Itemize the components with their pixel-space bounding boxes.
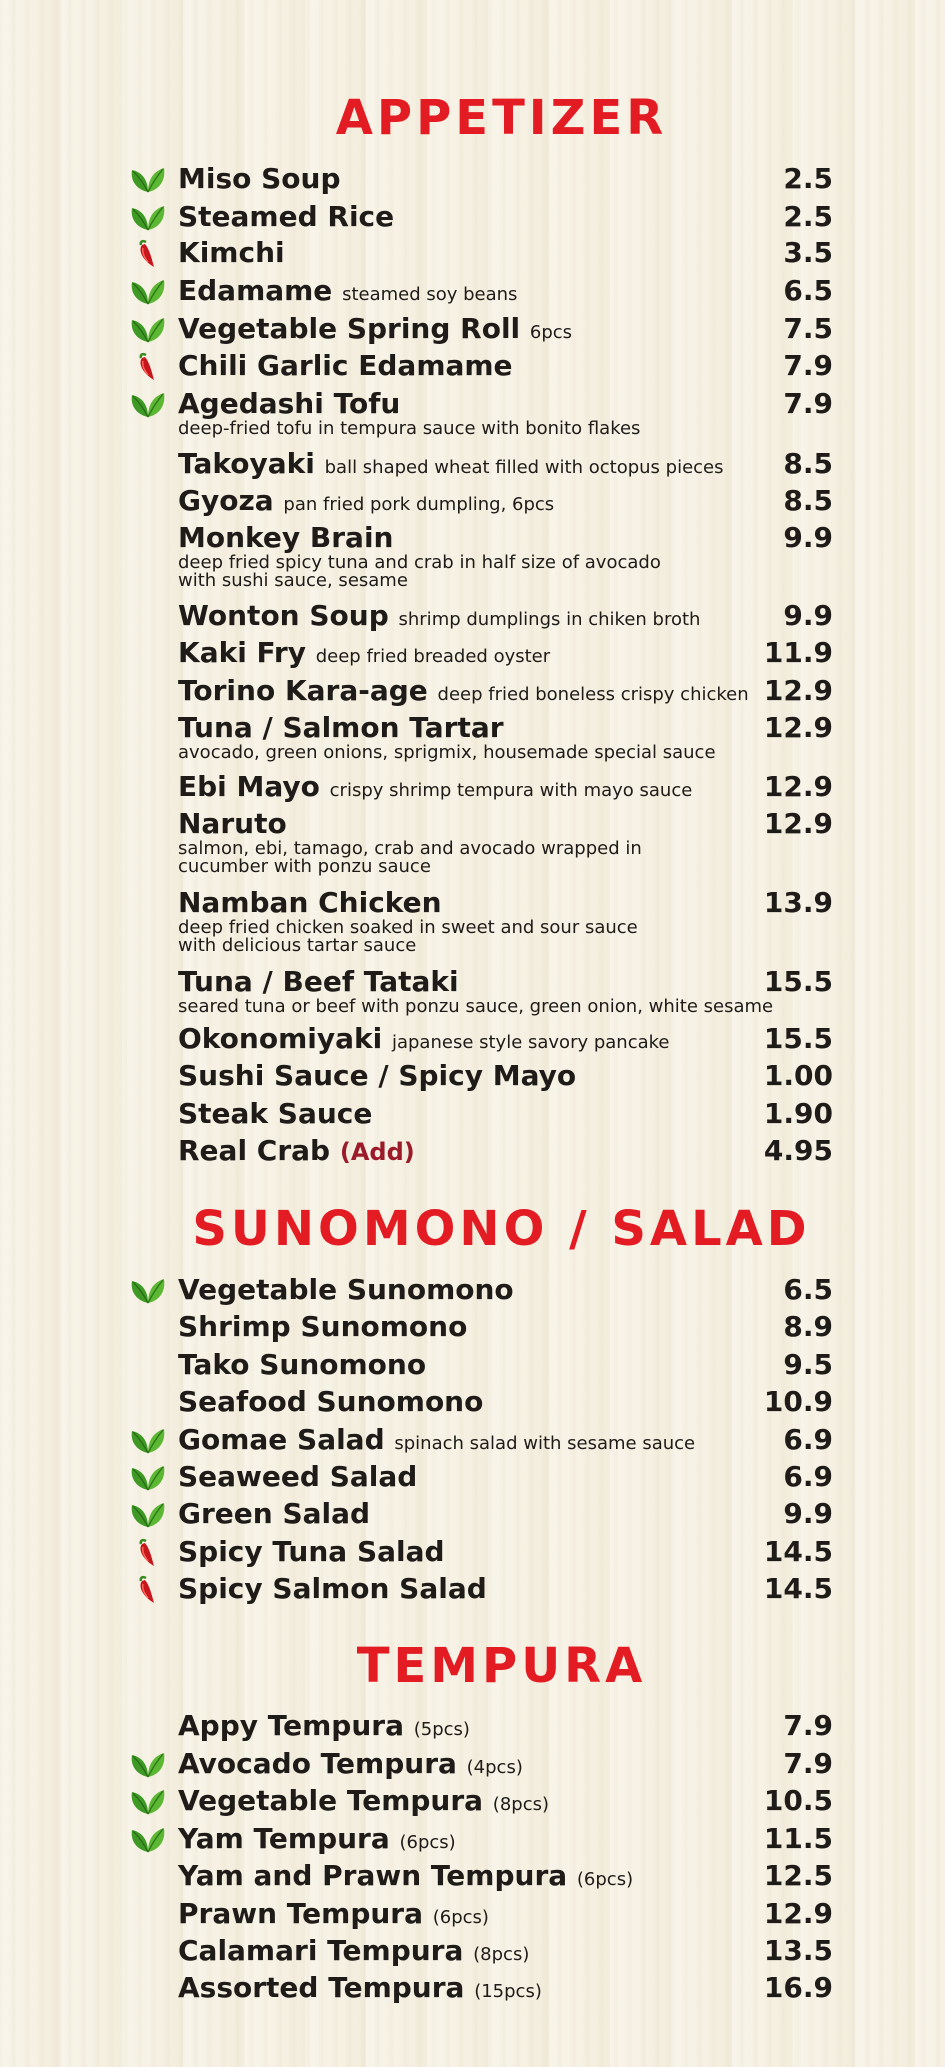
item-name: Steamed Rice — [178, 200, 395, 233]
item-name-line — [178, 1059, 833, 1093]
item-price: 8.5 — [783, 484, 833, 517]
item-name-line — [178, 965, 833, 999]
item-name: Monkey Brain — [178, 521, 394, 554]
item-name: Agedashi Tofu — [178, 387, 401, 420]
item-price: 12.9 — [763, 770, 833, 803]
item-name: Wonton Soup — [178, 599, 389, 632]
section-title-tempura: TEMPURA — [356, 1638, 647, 1694]
item-note: (4pcs) — [466, 1757, 523, 1778]
item-name: Naruto — [178, 807, 287, 840]
item-name: Spicy Salmon Salad — [178, 1572, 487, 1605]
item-name-line — [178, 447, 833, 485]
item-note: crispy shrimp tempura with mayo sauce — [329, 780, 693, 801]
menu-item — [178, 1784, 833, 1822]
item-name: Spicy Tuna Salad — [178, 1535, 445, 1568]
leaf-icon — [128, 1786, 168, 1816]
menu-item — [178, 1022, 833, 1060]
menu-item — [178, 770, 833, 808]
item-name: Real Crab — [178, 1134, 331, 1167]
item-name-line — [178, 1709, 833, 1747]
item-name: Sushi Sauce / Spicy Mayo — [178, 1059, 577, 1092]
item-name: Tako Sunomono — [178, 1348, 427, 1381]
menu-item — [178, 599, 833, 637]
section-title-appetizer: APPETIZER — [335, 90, 668, 146]
menu-item — [178, 387, 833, 439]
menu-item — [178, 162, 833, 196]
item-name-line — [178, 484, 833, 522]
item-note: shrimp dumplings in chiken broth — [398, 609, 701, 630]
item-price: 2.5 — [783, 200, 833, 233]
menu-item — [178, 447, 833, 485]
item-name-line — [178, 1747, 833, 1785]
menu-item — [178, 1934, 833, 1972]
menu-item — [178, 1423, 833, 1461]
menu-item — [178, 200, 833, 234]
menu-item — [178, 1385, 833, 1419]
item-price: 6.9 — [783, 1460, 833, 1493]
item-name-line — [178, 636, 833, 674]
menu-item — [178, 1497, 833, 1531]
item-price: 12.5 — [763, 1859, 833, 1892]
item-name-line — [178, 1273, 833, 1307]
item-price: 2.5 — [783, 162, 833, 195]
leaf-icon — [128, 1462, 168, 1492]
item-name: Vegetable Sunomono — [178, 1273, 514, 1306]
item-name-line — [178, 162, 833, 196]
item-name-line — [178, 711, 833, 745]
menu-item — [178, 1097, 833, 1131]
item-description: deep-fried tofu in tempura sauce with bonito flakes — [178, 418, 641, 439]
item-price: 1.90 — [763, 1097, 833, 1130]
item-price: 12.9 — [763, 674, 833, 707]
item-name-line — [178, 200, 833, 234]
item-name-line — [178, 1460, 833, 1494]
menu-item — [178, 349, 833, 383]
item-name: Miso Soup — [178, 162, 341, 195]
item-name-line — [178, 1423, 833, 1461]
menu-item — [178, 312, 833, 350]
menu-item — [178, 1348, 833, 1382]
item-name: Edamame — [178, 274, 333, 307]
item-name-line — [178, 1934, 833, 1972]
item-price: 9.5 — [783, 1348, 833, 1381]
chili-icon — [128, 238, 168, 268]
item-name-line — [178, 1535, 833, 1569]
item-name-line — [178, 236, 833, 270]
item-note: 6pcs — [529, 322, 573, 343]
menu-item — [178, 1273, 833, 1307]
item-price: 6.9 — [783, 1423, 833, 1456]
item-price: 10.9 — [763, 1385, 833, 1418]
item-price: 13.5 — [763, 1934, 833, 1967]
menu-item — [178, 1971, 833, 2009]
item-name: Prawn Tempura — [178, 1897, 423, 1930]
item-price: 7.9 — [783, 1709, 833, 1742]
item-name: Assorted Tempura — [178, 1971, 465, 2004]
item-price: 7.5 — [783, 312, 833, 345]
item-note: deep fried breaded oyster — [315, 646, 551, 667]
menu-item — [178, 274, 833, 312]
item-note: (8pcs) — [473, 1944, 530, 1965]
item-name-line — [178, 1497, 833, 1531]
item-price: 10.5 — [763, 1784, 833, 1817]
menu-item — [178, 1822, 833, 1860]
leaf-icon — [128, 276, 168, 306]
item-note: (15pcs) — [474, 1981, 542, 2002]
item-name: Chili Garlic Edamame — [178, 349, 513, 382]
item-name: Vegetable Spring Roll — [178, 312, 521, 345]
item-description: salmon, ebi, tamago, crab and avocado wrapped in — [178, 838, 642, 859]
item-price: 4.95 — [763, 1134, 833, 1167]
item-name-line — [178, 674, 833, 712]
menu-item — [178, 1059, 833, 1093]
item-description: with delicious tartar sauce — [178, 935, 417, 956]
item-price: 6.5 — [783, 274, 833, 307]
item-name: Shrimp Sunomono — [178, 1310, 468, 1343]
item-note: (8pcs) — [492, 1794, 549, 1815]
item-name-line — [178, 886, 833, 920]
item-price: 8.9 — [783, 1310, 833, 1343]
item-name: Kimchi — [178, 236, 285, 269]
item-name-line — [178, 1097, 833, 1131]
item-note: spinach salad with sesame sauce — [394, 1433, 696, 1454]
item-note: (5pcs) — [413, 1719, 470, 1740]
item-price: 14.5 — [763, 1535, 833, 1568]
item-name-line — [178, 1971, 833, 2009]
item-note: (6pcs) — [399, 1832, 456, 1853]
menu-item — [178, 236, 833, 270]
menu-item — [178, 484, 833, 522]
item-name: Green Salad — [178, 1497, 371, 1530]
section-title-sunomono-salad: SUNOMONO / SALAD — [192, 1201, 811, 1257]
menu-item — [178, 965, 833, 1017]
item-name: Gomae Salad — [178, 1423, 385, 1456]
item-note: steamed soy beans — [342, 284, 518, 305]
item-name-line — [178, 521, 833, 555]
item-price: 11.5 — [763, 1822, 833, 1855]
menu-item — [178, 1897, 833, 1935]
menu-item — [178, 1535, 833, 1569]
menu-item — [178, 1747, 833, 1785]
menu-item — [178, 1134, 833, 1169]
item-price: 7.9 — [783, 349, 833, 382]
item-name-line — [178, 312, 833, 350]
menu-item — [178, 886, 833, 956]
menu-item — [178, 1709, 833, 1747]
item-name: Seafood Sunomono — [178, 1385, 484, 1418]
item-name-line — [178, 274, 833, 312]
item-description: cucumber with ponzu sauce — [178, 856, 431, 877]
item-description: with sushi sauce, sesame — [178, 570, 408, 591]
leaf-icon — [128, 389, 168, 419]
leaf-icon — [128, 1275, 168, 1305]
menu-item — [178, 1572, 833, 1606]
item-name: Ebi Mayo — [178, 770, 320, 803]
leaf-icon — [128, 202, 168, 232]
item-description: avocado, green onions, sprigmix, housemade special sauce — [178, 742, 716, 763]
item-name-line — [178, 349, 833, 383]
item-note: ball shaped wheat filled with octopus pieces — [324, 457, 724, 478]
item-price: 9.9 — [783, 521, 833, 554]
item-name: Tuna / Salmon Tartar — [178, 711, 504, 744]
item-note: (6pcs) — [432, 1907, 489, 1928]
item-name-line — [178, 1784, 833, 1822]
item-price: 7.9 — [783, 387, 833, 420]
item-name-line — [178, 1134, 833, 1169]
item-name: Calamari Tempura — [178, 1934, 464, 1967]
item-price: 8.5 — [783, 447, 833, 480]
menu-item — [178, 711, 833, 763]
item-name-line — [178, 1022, 833, 1060]
item-note: pan fried pork dumpling, 6pcs — [283, 494, 555, 515]
menu-item — [178, 521, 833, 591]
item-name: Takoyaki — [178, 447, 315, 480]
item-note: deep fried boneless crispy chicken — [437, 684, 749, 705]
leaf-icon — [128, 1499, 168, 1529]
menu-item — [178, 636, 833, 674]
item-description: seared tuna or beef with ponzu sauce, green onion, white sesame — [178, 996, 774, 1017]
leaf-icon — [128, 164, 168, 194]
item-price: 11.9 — [763, 636, 833, 669]
item-name-line — [178, 1385, 833, 1419]
item-name-line — [178, 770, 833, 808]
item-price: 12.9 — [763, 1897, 833, 1930]
item-name-line — [178, 599, 833, 637]
item-price: 15.5 — [763, 1022, 833, 1055]
item-note: (6pcs) — [576, 1869, 634, 1890]
menu-item — [178, 1310, 833, 1344]
item-price: 1.00 — [763, 1059, 833, 1092]
item-price: 12.9 — [763, 711, 833, 744]
menu-item — [178, 1460, 833, 1494]
item-price: 13.9 — [763, 886, 833, 919]
leaf-icon — [128, 1425, 168, 1455]
item-price: 7.9 — [783, 1747, 833, 1780]
leaf-icon — [128, 1824, 168, 1854]
item-name: Appy Tempura — [178, 1709, 404, 1742]
item-name-line — [178, 1859, 833, 1897]
item-name: Torino Kara-age — [178, 674, 428, 707]
item-note: japanese style savory pancake — [391, 1032, 670, 1053]
item-name: Okonomiyaki — [178, 1022, 383, 1055]
item-name: Gyoza — [178, 484, 274, 517]
item-price: 9.9 — [783, 1497, 833, 1530]
menu-item — [178, 674, 833, 712]
leaf-icon — [128, 1749, 168, 1779]
item-price: 15.5 — [763, 965, 833, 998]
item-price: 6.5 — [783, 1273, 833, 1306]
item-price: 14.5 — [763, 1572, 833, 1605]
item-name: Kaki Fry — [178, 636, 306, 669]
item-price: 9.9 — [783, 599, 833, 632]
menu-item — [178, 1859, 833, 1897]
chili-icon — [128, 351, 168, 381]
item-name: Yam Tempura — [178, 1822, 390, 1855]
item-name-line — [178, 807, 833, 841]
leaf-icon — [128, 314, 168, 344]
item-description: deep fried spicy tuna and crab in half size of avocado — [178, 552, 661, 573]
item-name: Seaweed Salad — [178, 1460, 418, 1493]
item-add-label: (Add) — [339, 1138, 415, 1166]
item-name-line — [178, 1572, 833, 1606]
item-name: Namban Chicken — [178, 886, 442, 919]
item-name: Steak Sauce — [178, 1097, 373, 1130]
chili-icon — [128, 1574, 168, 1604]
item-price: 16.9 — [763, 1971, 833, 2004]
item-price: 3.5 — [783, 236, 833, 269]
item-name: Yam and Prawn Tempura — [178, 1859, 568, 1892]
item-name: Avocado Tempura — [178, 1747, 457, 1780]
item-name-line — [178, 1822, 833, 1860]
menu-item — [178, 807, 833, 877]
item-name-line — [178, 1897, 833, 1935]
item-name: Vegetable Tempura — [178, 1784, 484, 1817]
item-name: Tuna / Beef Tataki — [178, 965, 459, 998]
item-price: 12.9 — [763, 807, 833, 840]
chili-icon — [128, 1537, 168, 1567]
item-name-line — [178, 1310, 833, 1344]
item-name-line — [178, 1348, 833, 1382]
item-description: deep fried chicken soaked in sweet and sour sauce — [178, 917, 638, 938]
item-name-line — [178, 387, 833, 421]
